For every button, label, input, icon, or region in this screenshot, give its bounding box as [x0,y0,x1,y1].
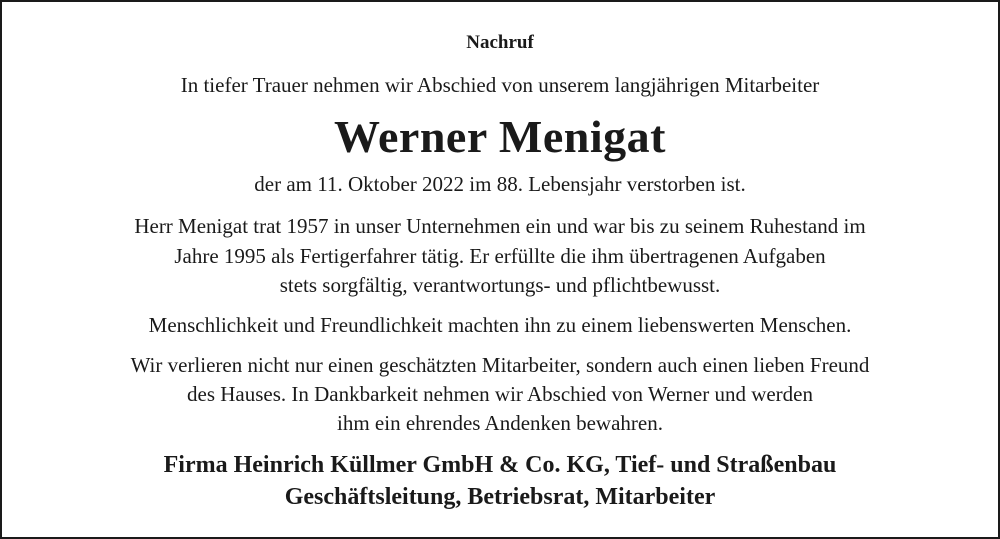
death-date-line: der am 11. Oktober 2022 im 88. Lebensjahr verstorben ist. [254,172,746,196]
paragraph-farewell-line-2: des Hauses. In Dankbarkeit nehmen wir Abschied von Werner und werden [187,382,813,406]
deceased-name: Werner Menigat [334,111,666,162]
paragraph-character: Menschlichkeit und Freundlichkeit machten ihn zu einem liebenswerten Menschen. [148,313,852,337]
paragraph-farewell-line-3: ihm ein ehrendes Andenken bewahren. [337,411,663,435]
paragraph-career-line-3: stets sorgfältig, verantwortungs- und pflichtbewusst. [279,273,721,297]
notice-intro: In tiefer Trauer nehmen wir Abschied von unserem langjährigen Mitarbeiter [180,73,820,97]
paragraph-career-line-1: Herr Menigat trat 1957 in unser Unternehmen ein und war bis zu seinem Ruhestand im [134,214,866,238]
signature-company: Firma Heinrich Küllmer GmbH & Co. KG, Tief- und Straßenbau [163,452,837,478]
signature-groups: Geschäftsleitung, Betriebsrat, Mitarbeiter [284,484,716,510]
paragraph-farewell-line-1: Wir verlieren nicht nur einen geschätzten Mitarbeiter, sondern auch einen lieben Freund [130,353,870,377]
notice-heading: Nachruf [466,32,534,53]
paragraph-career-line-2: Jahre 1995 als Fertigerfahrer tätig. Er erfüllte die ihm übertragenen Aufgaben [174,244,826,268]
